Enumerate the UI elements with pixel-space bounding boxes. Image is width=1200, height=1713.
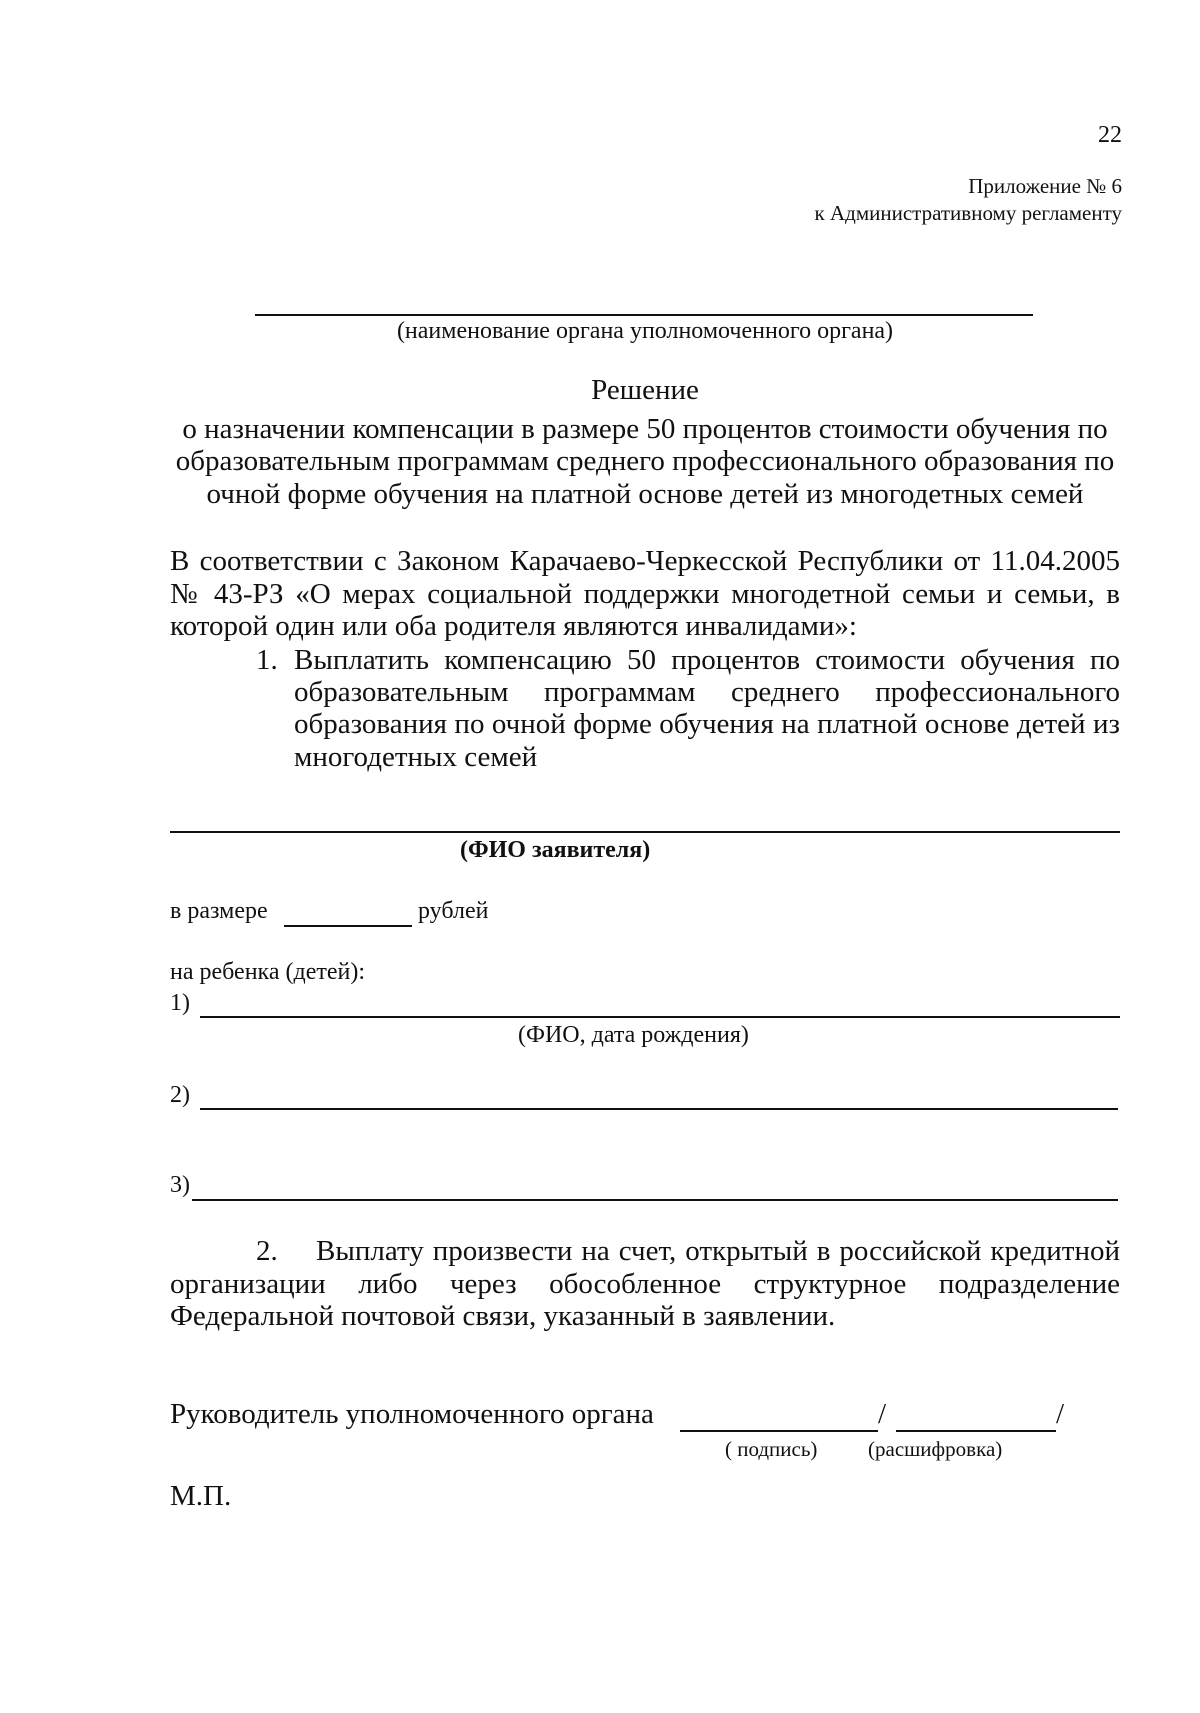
decode-caption: (расшифровка) bbox=[868, 1437, 1003, 1461]
item-2-line-1: Выплату произвести на счет, открытый в российской кредитной bbox=[316, 1235, 1120, 1267]
item-2-line-3: Федеральной почтовой связи, указанный в заявлении. bbox=[170, 1300, 836, 1332]
item-1-line-2: образовательным программам среднего профессионального bbox=[294, 676, 1120, 708]
document-title: Решение bbox=[591, 374, 699, 406]
item-2-number: 2. bbox=[256, 1235, 278, 1267]
child-1-number: 1) bbox=[170, 990, 190, 1016]
organ-name-caption: (наименование органа уполномоченного органа) bbox=[396, 318, 894, 344]
signature-line bbox=[680, 1430, 878, 1432]
child-2-line bbox=[200, 1108, 1118, 1110]
amount-prefix: в размере bbox=[170, 898, 268, 924]
item-1-line-1: Выплатить компенсацию 50 процентов стоимости обучения по bbox=[294, 644, 1120, 676]
seal-mark: М.П. bbox=[170, 1480, 232, 1512]
item-1-line-4: многодетных семей bbox=[294, 741, 538, 773]
preamble-line-1: В соответствии с Законом Карачаево-Черкесской Республики от 11.04.2005 bbox=[170, 545, 1120, 577]
title-subtitle-line-1: о назначении компенсации в размере 50 процентов стоимости обучения по bbox=[182, 413, 1108, 445]
children-label: на ребенка (детей): bbox=[170, 959, 365, 985]
page-number: 22 bbox=[1098, 122, 1122, 148]
item-1-line-3: образования по очной форме обучения на платной основе детей из bbox=[294, 708, 1120, 740]
signatory-role: Руководитель уполномоченного органа bbox=[170, 1398, 654, 1430]
organ-name-line bbox=[255, 314, 1033, 316]
child-3-number: 3) bbox=[170, 1172, 190, 1198]
signature-caption: ( подпись) bbox=[725, 1437, 818, 1461]
title-subtitle-line-2: образовательным программам среднего профессионального образования по bbox=[175, 445, 1115, 477]
child-2-number: 2) bbox=[170, 1082, 190, 1108]
appendix-label: Приложение № 6 bbox=[968, 174, 1122, 198]
amount-blank-line bbox=[284, 925, 412, 927]
regulation-label: к Административному регламенту bbox=[814, 201, 1122, 225]
signature-slash-2: / bbox=[1056, 1398, 1065, 1430]
preamble-line-3: которой один или оба родителя являются инвалидами»: bbox=[170, 610, 857, 642]
title-subtitle-line-3: очной форме обучения на платной основе детей из многодетных семей bbox=[206, 478, 1084, 510]
applicant-name-caption: (ФИО заявителя) bbox=[460, 837, 651, 863]
preamble-line-2: № 43-РЗ «О мерах социальной поддержки многодетной семьи и семьи, в bbox=[170, 578, 1120, 610]
signature-decode-line bbox=[896, 1430, 1056, 1432]
signature-slash-1: / bbox=[878, 1398, 887, 1430]
item-1-number: 1. bbox=[256, 644, 278, 676]
item-2-line-2: организации либо через обособленное структурное подразделение bbox=[170, 1268, 1120, 1300]
applicant-name-line bbox=[170, 831, 1120, 833]
child-3-line bbox=[192, 1199, 1118, 1201]
amount-suffix: рублей bbox=[418, 898, 489, 924]
child-1-line bbox=[200, 1016, 1120, 1018]
child-name-birthdate-caption: (ФИО, дата рождения) bbox=[518, 1022, 749, 1048]
